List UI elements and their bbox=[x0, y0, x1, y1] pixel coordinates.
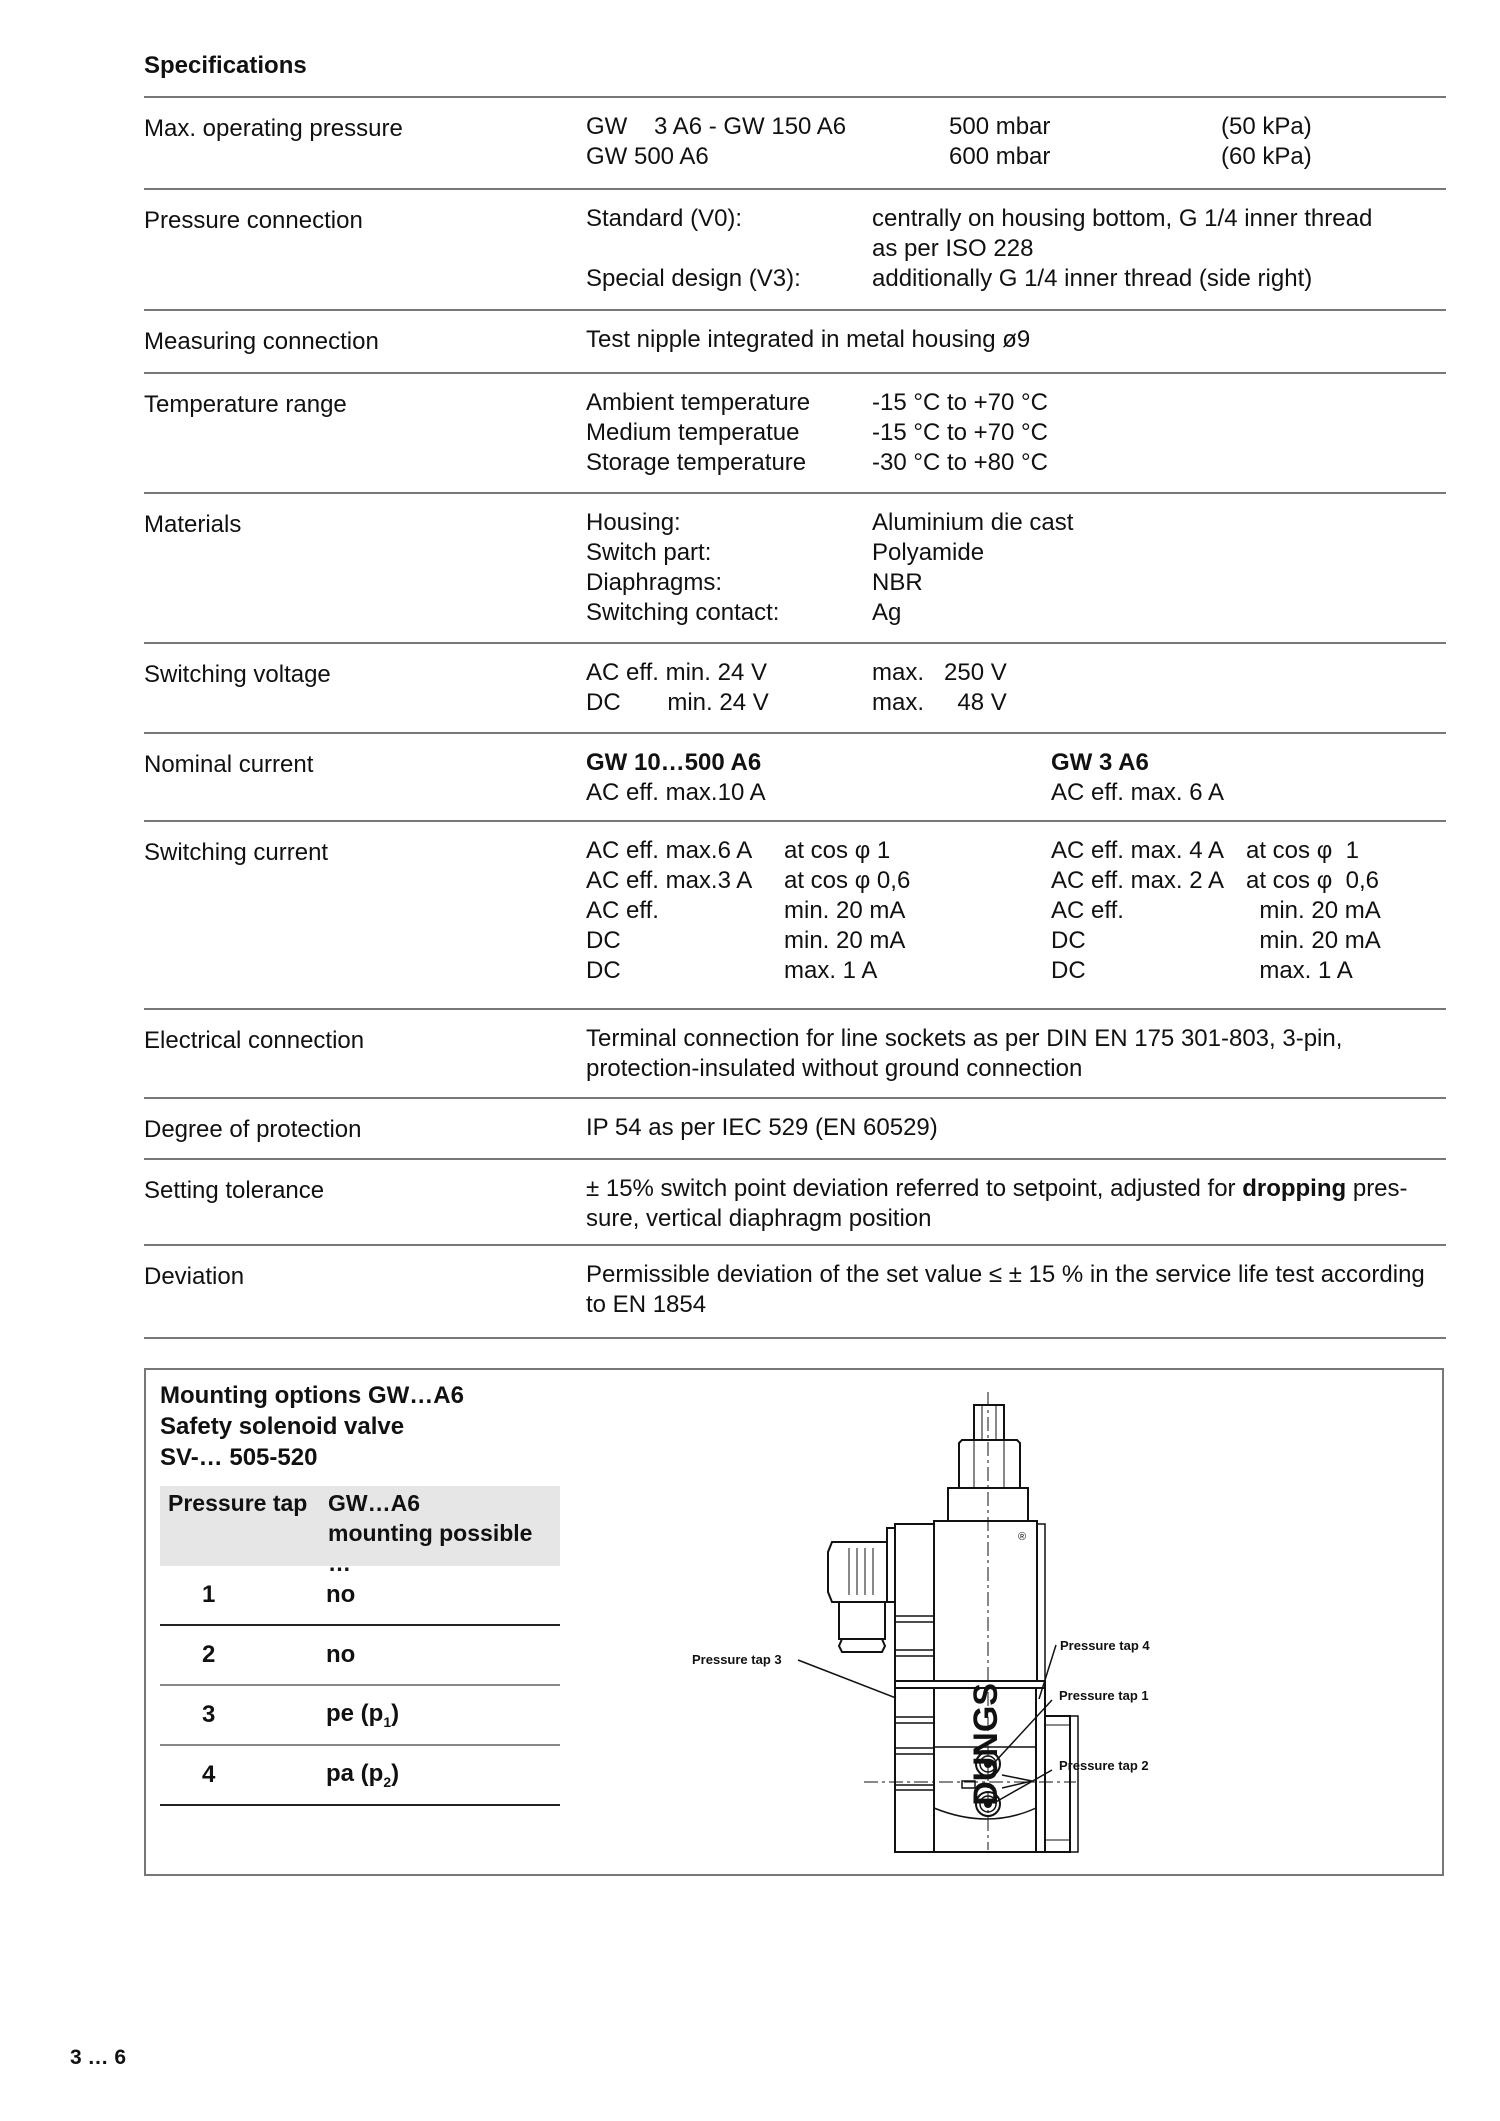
spec-label: Max. operating pressure bbox=[144, 115, 403, 142]
switching-current-left: AC eff. max.6 A at cos φ 1 AC eff. max.3 A at cos φ 0,6 AC eff. min. 20 mA DC min. 20 mA DC max. 1 A bbox=[586, 837, 911, 984]
spec-row-measuring-connection: Measuring connection Test nipple integrated in metal housing ø9 bbox=[144, 309, 1446, 372]
coil-side bbox=[895, 1524, 934, 1681]
adjust-cap bbox=[959, 1440, 1020, 1488]
spec-row-nominal-current: Nominal current GW 10…500 A6 GW 3 A6 AC eff. max.10 A AC eff. max. 6 A bbox=[144, 732, 1446, 820]
spec-row-max-pressure: Max. operating pressure GW 3 A6 - GW 150 A6 500 mbar (50 kPa) GW 500 A6 600 mbar (60 kPa) bbox=[144, 96, 1446, 188]
leader-line-tap4 bbox=[1039, 1645, 1056, 1699]
table-row: 1 no bbox=[160, 1566, 560, 1626]
mounting-options-box bbox=[144, 1368, 1444, 1876]
mounting-title: Mounting options GW…A6 Safety solenoid valve SV-… 505-520 bbox=[160, 1382, 464, 1471]
specifications-table bbox=[144, 96, 1446, 1339]
adjust-knob bbox=[974, 1405, 1004, 1440]
spec-row-setting-tolerance: Setting tolerance ± 15% switch point deviation referred to setpoint, adjusted for dropping pres- sure, vertical diaphragm position bbox=[144, 1158, 1446, 1244]
plug-flange bbox=[887, 1528, 895, 1602]
table-header: Pressure tap GW…A6 mounting possible … bbox=[160, 1486, 560, 1566]
brand-logo: DUNGS bbox=[967, 1683, 1005, 1806]
registered-mark: ® bbox=[1018, 1531, 1027, 1543]
label-pressure-tap-1: Pressure tap 1 bbox=[1059, 1688, 1149, 1703]
leader-line-tap3 bbox=[798, 1660, 896, 1698]
table-end-divider bbox=[144, 1337, 1446, 1339]
lower-housing bbox=[895, 1688, 1036, 1852]
spec-row-switching-current: Switching current AC eff. max.6 A at cos φ 1 AC eff. max.3 A at cos φ 0,6 AC eff. min. 20 mA DC min. 20 mA DC max. 1 A AC eff. max. 4 A at cos φ 1 AC eff. max. 2 A at cos φ 0,6 AC eff. min. 20 mA DC min. 20 mA DC max. 1 A bbox=[144, 820, 1446, 1008]
label-pressure-tap-4: Pressure tap 4 bbox=[1060, 1638, 1150, 1653]
label-pressure-tap-2: Pressure tap 2 bbox=[1059, 1758, 1149, 1773]
table-row: 2 no bbox=[160, 1626, 560, 1686]
valve-diagram bbox=[682, 1380, 1242, 1860]
spec-row-deviation: Deviation Permissible deviation of the set value ≤ ± 15 % in the service life test according to EN 1854 bbox=[144, 1244, 1446, 1337]
switching-current-right: AC eff. max. 4 A at cos φ 1 AC eff. max. 2 A at cos φ 0,6 AC eff. min. 20 mA DC min. 20 mA DC max. 1 A bbox=[1051, 837, 1381, 984]
spec-row-materials: Materials Housing: Aluminium die cast Switch part: Polyamide Diaphragms: NBR Switching contact: Ag bbox=[144, 492, 1446, 642]
table-row: 4 pa $(p_2)$ bbox=[160, 1746, 560, 1806]
upper-housing bbox=[934, 1521, 1037, 1681]
pressure-tap-table bbox=[160, 1486, 560, 1806]
page-title: Specifications bbox=[144, 52, 307, 79]
side-flange bbox=[1045, 1716, 1070, 1852]
spec-row-temperature-range: Temperature range Ambient temperature -15 °C to +70 °C Medium temperatue -15 °C to +70 °C Storage temperature -30 °C to +80 °C bbox=[144, 372, 1446, 492]
page-number: 3 … 6 bbox=[70, 2046, 127, 2069]
spec-row-degree-protection: Degree of protection IP 54 as per IEC 529 (EN 60529) bbox=[144, 1097, 1446, 1158]
spec-row-electrical-connection: Electrical connection Terminal connection for line sockets as per DIN EN 175 301-803, 3-pin, protection-insulated without ground connection bbox=[144, 1008, 1446, 1097]
table-row: 3 pe $(p_1)$ bbox=[160, 1686, 560, 1746]
spec-row-pressure-connection: Pressure connection Standard (V0): centrally on housing bottom, G 1/4 inner thread as per ISO 228 Special design (V3): additionally G 1/4 inner thread (side right) bbox=[144, 188, 1446, 309]
cable-nut bbox=[839, 1639, 885, 1652]
label-pressure-tap-3: Pressure tap 3 bbox=[692, 1652, 782, 1667]
spec-row-switching-voltage: Switching voltage AC eff. min. 24 V max. 250 V DC min. 24 V max. 48 V bbox=[144, 642, 1446, 732]
